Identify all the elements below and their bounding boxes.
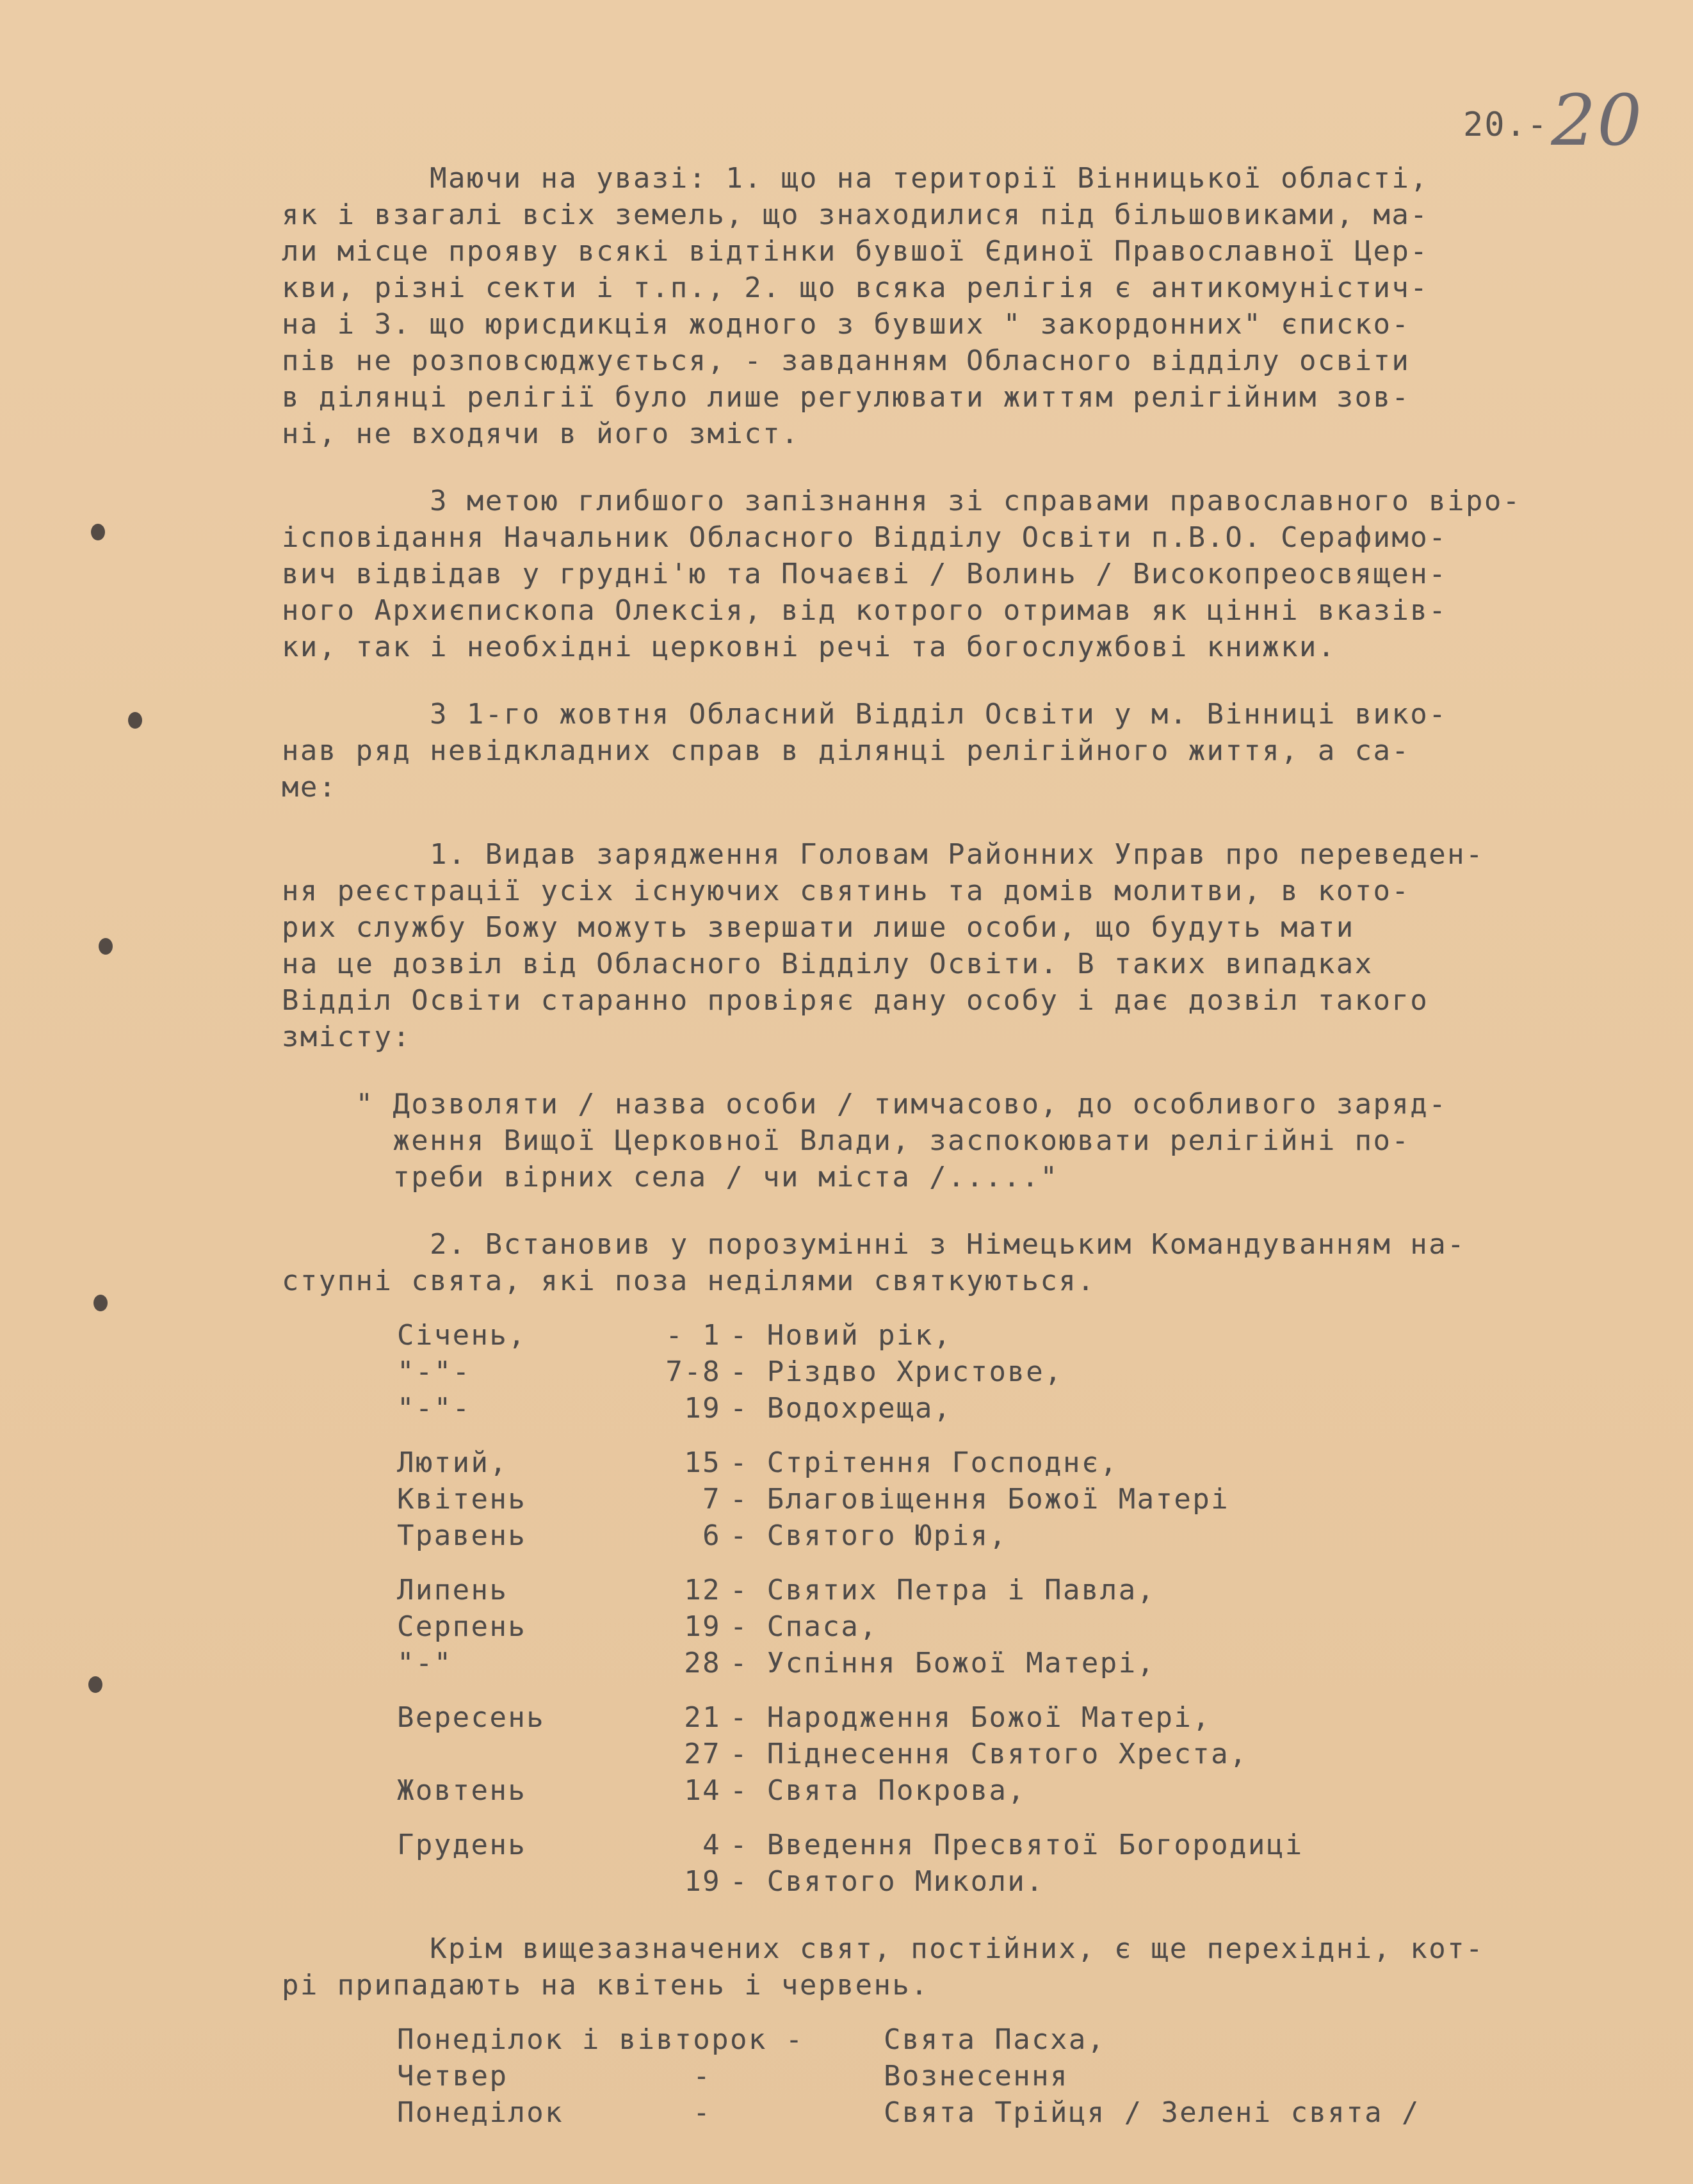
holiday-row [282,1481,1649,1517]
text-line: З метою глибшого запізнання зі справами православного віро- [282,485,1521,517]
paragraph-movable [282,1930,1649,2003]
holiday-name: - Піднесення Святого Хреста, [730,1738,1248,1770]
holiday-day: - 1 [665,1319,721,1352]
text-line: ки, так і необхідні церковні речі та богослужбові книжки. [282,631,1336,663]
holiday-name: - Введення Пресвятої Богородиці [730,1829,1304,1861]
holiday-name: - Різдво Христове, [730,1355,1064,1388]
movable-holiday-weekday: Четвер - [397,2060,712,2092]
holiday-row [282,1572,1649,1608]
holiday-row [282,1444,1649,1481]
text-line: ні, не входячи в його зміст. [282,417,800,450]
paragraph-intro [282,160,1649,452]
text-line: ня реєстрації усіх існуючих святинь та домів молитви, в кото- [282,875,1411,907]
holiday-month: Серпень [397,1610,527,1643]
movable-holiday-row [282,2094,1649,2131]
holiday-month: Вересень [397,1701,546,1734]
text-line: Маючи на увазі: 1. що на території Вінницької області, [282,162,1429,195]
text-line: рих службу Божу можуть звершати лише особи, що будуть мати [282,911,1355,944]
holiday-day: 21 [684,1701,721,1734]
holiday-day: 7-8 [665,1355,721,1388]
text-line: ного Архиєпископа Олексія, від котрого отримав як цінні вказів- [282,594,1448,627]
holiday-row [282,1317,1649,1354]
holiday-month [397,1863,650,1900]
holiday-name: - Свята Покрова, [730,1774,1026,1807]
paragraph-visit [282,483,1649,665]
text-line: ження Вищої Церковної Влади, заспокоювати релігійні по- [282,1124,1411,1157]
text-line: на і 3. що юрисдикція жодного з бувших " закордонних" єписко- [282,308,1411,341]
movable-holiday-name: Вознесення [884,2060,1069,2092]
text-line: ли місце прояву всякі відтінки бувшої Єдиної Православної Цер- [282,235,1429,268]
holiday-name: - Святого Юрія, [730,1519,1008,1552]
holiday-day: 28 [684,1647,721,1679]
holiday-name: - Святих Петра і Павла, [730,1574,1156,1606]
holiday-day: 7 [702,1483,721,1516]
punch-hole [88,1676,102,1693]
holiday-month: "-" [397,1647,453,1679]
text-line: кви, різні секти і т.п., 2. що всяка релігія є антикомуністич- [282,271,1429,304]
text-line: 2. Встановив у порозумінні з Німецьким Командуванням на- [282,1228,1466,1261]
holiday-day: 4 [702,1829,721,1861]
page-number-handwritten: 20 [1551,79,1644,161]
movable-holiday-weekday: Понеділок і вівторок - [397,2023,804,2056]
text-line: З 1-го жовтня Обласний Відділ Освіти у м. Вінниці вико- [282,698,1448,731]
text-line: рі припадають на квітень і червень. [282,1969,930,2002]
text-line: на це дозвіл від Обласного Відділу Освіти. В таких випадках [282,948,1373,980]
holiday-day: 19 [684,1392,721,1425]
holiday-name: - Святого Миколи. [730,1865,1045,1898]
holiday-name: - Водохреща, [730,1392,952,1425]
holiday-month: Січень, [397,1319,527,1352]
holiday-row [282,1863,1649,1900]
holiday-month: "-"- [397,1392,471,1425]
permit-quote [282,1086,1649,1195]
holiday-day: 15 [684,1446,721,1479]
text-line: вич відвідав у грудні'ю та Почаєві / Волинь / Високопреосвящен- [282,558,1448,590]
text-line: треби вірних села / чи міста /....." [282,1161,1059,1193]
paragraph-item-2 [282,1226,1649,1299]
text-line: пів не розповсюджується, - завданням Обласного відділу освіти [282,344,1411,377]
holiday-month [397,1736,650,1772]
text-line: ісповідання Начальник Обласного Відділу Освіти п.В.О. Серафимо- [282,521,1448,554]
page-number-typed: 20.- [1463,106,1549,144]
holiday-month: Жовтень [397,1774,527,1807]
text-line: " Дозволяти / назва особи / тимчасово, до особливого заряд- [282,1088,1448,1120]
holiday-row [282,1736,1649,1772]
holiday-name: - Стрітення Господнє, [730,1446,1119,1479]
holiday-day: 12 [684,1574,721,1606]
movable-holiday-list [282,2021,1649,2131]
holiday-day: 19 [684,1865,721,1898]
paragraph-october [282,696,1649,805]
holiday-day: 14 [684,1774,721,1807]
holiday-month: Липень [397,1574,508,1606]
holiday-row [282,1699,1649,1736]
movable-holiday-name: Свята Пасха, [884,2023,1106,2056]
punch-hole [128,712,142,729]
text-line: 1. Видав зарядження Головам Районних Управ про переведен- [282,838,1484,871]
text-line: змісту: [282,1021,412,1053]
movable-holiday-row [282,2021,1649,2058]
holiday-month: Квітень [397,1483,527,1516]
punch-hole [93,1295,108,1311]
holiday-day: 27 [684,1738,721,1770]
holiday-row [282,1827,1649,1863]
holiday-day: 6 [702,1519,721,1552]
holiday-row [282,1645,1649,1681]
holiday-name: - Народження Божої Матері, [730,1701,1211,1734]
holiday-row [282,1608,1649,1645]
holiday-month: Травень [397,1519,527,1552]
movable-holiday-name: Свята Трійця / Зелені свята / [884,2096,1420,2129]
typed-text [282,160,1649,2131]
holiday-row [282,1772,1649,1809]
text-line: нав ряд невідкладних справ в ділянці релігійного життя, а са- [282,734,1411,767]
text-line: ме: [282,771,337,804]
paragraph-item-1 [282,836,1649,1055]
holiday-row [282,1390,1649,1427]
holiday-day: 19 [684,1610,721,1643]
text-line: Крім вищезазначених свят, постійних, є ще перехідні, кот- [282,1932,1484,1965]
holiday-name: - Спаса, [730,1610,879,1643]
page-number [1463,70,1644,161]
holiday-month: Грудень [397,1829,527,1861]
holiday-list [282,1317,1649,1900]
holiday-name: - Новий рік, [730,1319,952,1352]
text-line: Відділ Освіти старанно провіряє дану особу і дає дозвіл такого [282,984,1429,1017]
punch-hole [99,938,113,955]
movable-holiday-row [282,2058,1649,2094]
text-line: ступні свята, які поза неділями святкуються. [282,1265,1096,1297]
holiday-month: Лютий, [397,1446,508,1479]
holiday-month: "-"- [397,1355,471,1388]
text-line: як і взагалі всіх земель, що знаходилися під більшовиками, ма- [282,198,1429,231]
holiday-row [282,1354,1649,1390]
punch-hole [91,524,105,540]
holiday-row [282,1517,1649,1554]
text-line: в ділянці релігії було лише регулювати життям релігійним зов- [282,381,1411,414]
holiday-name: - Успіння Божої Матері, [730,1647,1156,1679]
movable-holiday-weekday: Понеділок - [397,2096,712,2129]
holiday-name: - Благовіщення Божої Матері [730,1483,1230,1516]
